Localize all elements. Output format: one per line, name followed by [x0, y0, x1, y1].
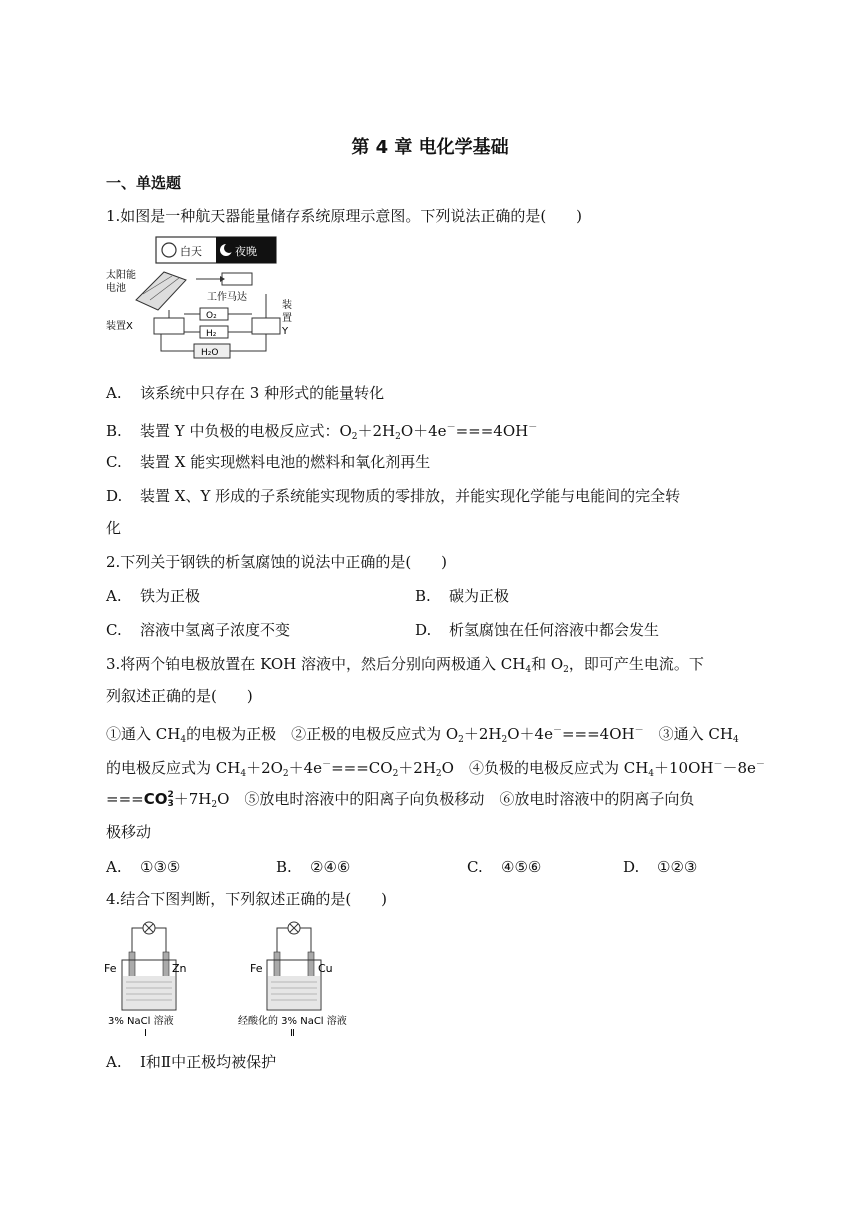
solar-panel-icon: [136, 272, 186, 310]
svg-text:H₂O: H₂O: [201, 348, 219, 358]
q4-stem: 4.结合下图判断，下列叙述正确的是( ): [106, 890, 388, 908]
svg-text:经酸化的 3% NaCl 溶液: 经酸化的 3% NaCl 溶液: [238, 1016, 347, 1027]
q3-statement-line-1: ①通入 $CH_4$的电极为正极 ②正极的电极反应式为 $O_2+2H_2O+4e^-===4OH^-$ ③通入 $CH_4$: [106, 725, 739, 745]
section-heading: 一、单选题: [106, 174, 182, 192]
svg-text:Ⅱ: Ⅱ: [290, 1028, 295, 1039]
svg-text:H₂: H₂: [206, 329, 217, 339]
q2-option-c[interactable]: C. 溶液中氢离子浓度不变: [106, 621, 291, 639]
q1-figure: [106, 234, 292, 368]
q3-option-d[interactable]: D. ①②③: [623, 858, 698, 876]
night-label: 夜晚: [235, 245, 257, 258]
q3-statement-line-4: 极移动: [106, 823, 152, 841]
q2-option-b[interactable]: B. 碳为正极: [415, 587, 510, 605]
q1-option-d-cont: 化: [106, 519, 122, 537]
q3-option-a[interactable]: A. ①③⑤: [106, 858, 181, 876]
motor-label: 工作马达: [207, 292, 247, 303]
day-label: 白天: [180, 245, 202, 258]
q1-option-c[interactable]: C. 装置 X 能实现燃料电池的燃料和氧化剂再生: [106, 453, 431, 471]
solar-label-2: 电池: [106, 283, 126, 294]
q2-stem: 2.下列关于钢铁的析氢腐蚀的说法中正确的是( ): [106, 553, 448, 571]
q1-option-a[interactable]: A. 该系统中只存在 3 种形式的能量转化: [106, 384, 385, 402]
q3-option-c[interactable]: C. ④⑤⑥: [467, 858, 542, 876]
svg-text:O₂: O₂: [206, 311, 217, 321]
device-y-box: [252, 318, 280, 334]
carbonate-formula: CO 2 3: [143, 789, 174, 809]
q1-option-d[interactable]: D. 装置 X、Y 形成的子系统能实现物质的零排放，并能实现化学能与电能间的完全转: [106, 487, 681, 505]
device-x-box: [154, 318, 184, 334]
q4-figure-2: [238, 920, 368, 1038]
motor-icon: [222, 273, 252, 285]
q3-stem-1: 3.将两个铂电极放置在 KOH 溶液中，然后分别向两极通入 $CH_4$和 $O_2$，即可产生电流。下: [106, 655, 704, 675]
q2-option-a[interactable]: A. 铁为正极: [106, 587, 201, 605]
q1-stem: 1.如图是一种航天器能量储存系统原理示意图。下列说法正确的是( ): [106, 207, 583, 225]
q4-figure-1: [104, 920, 194, 1038]
q3-stem-2: 列叙述正确的是( ): [106, 687, 253, 705]
svg-text:3% NaCl 溶液: 3% NaCl 溶液: [108, 1016, 174, 1027]
svg-text:装: 装: [282, 300, 292, 311]
svg-text:Fe: Fe: [250, 962, 263, 975]
svg-text:Ⅰ: Ⅰ: [144, 1028, 147, 1039]
q2-option-d[interactable]: D. 析氢腐蚀在任何溶液中都会发生: [415, 621, 660, 639]
q4-option-a[interactable]: A. Ⅰ和Ⅱ中正极均被保护: [106, 1053, 277, 1071]
q3-statement-line-2: 的电极反应式为 $CH_4+2O_2+4e^-===CO_2+2H_2O$ ④负极的电极反应式为 $CH_4+10OH^--8e^-$: [106, 759, 765, 779]
svg-text:Fe: Fe: [104, 962, 117, 975]
svg-text:Cu: Cu: [318, 962, 333, 975]
svg-text:Y: Y: [282, 326, 289, 337]
q3-option-b[interactable]: B. ②④⑥: [276, 858, 351, 876]
svg-text:置: 置: [282, 313, 292, 324]
chapter-title: 第 4 章 电化学基础: [351, 137, 509, 158]
solar-label-1: 太阳能: [106, 270, 136, 281]
q3-statement-line-3: ===CO 2 3 $+7H_2O$ ⑤放电时溶液中的阳离子向负极移动 ⑥放电时溶液中的阴离子向负: [106, 789, 695, 810]
svg-text:Zn: Zn: [172, 962, 187, 975]
q1-option-b[interactable]: B. 装置 Y 中负极的电极反应式：$O_2+2H_2O+4e^-===4OH^-$: [106, 422, 538, 442]
device-x-label: 装置X: [106, 321, 133, 332]
